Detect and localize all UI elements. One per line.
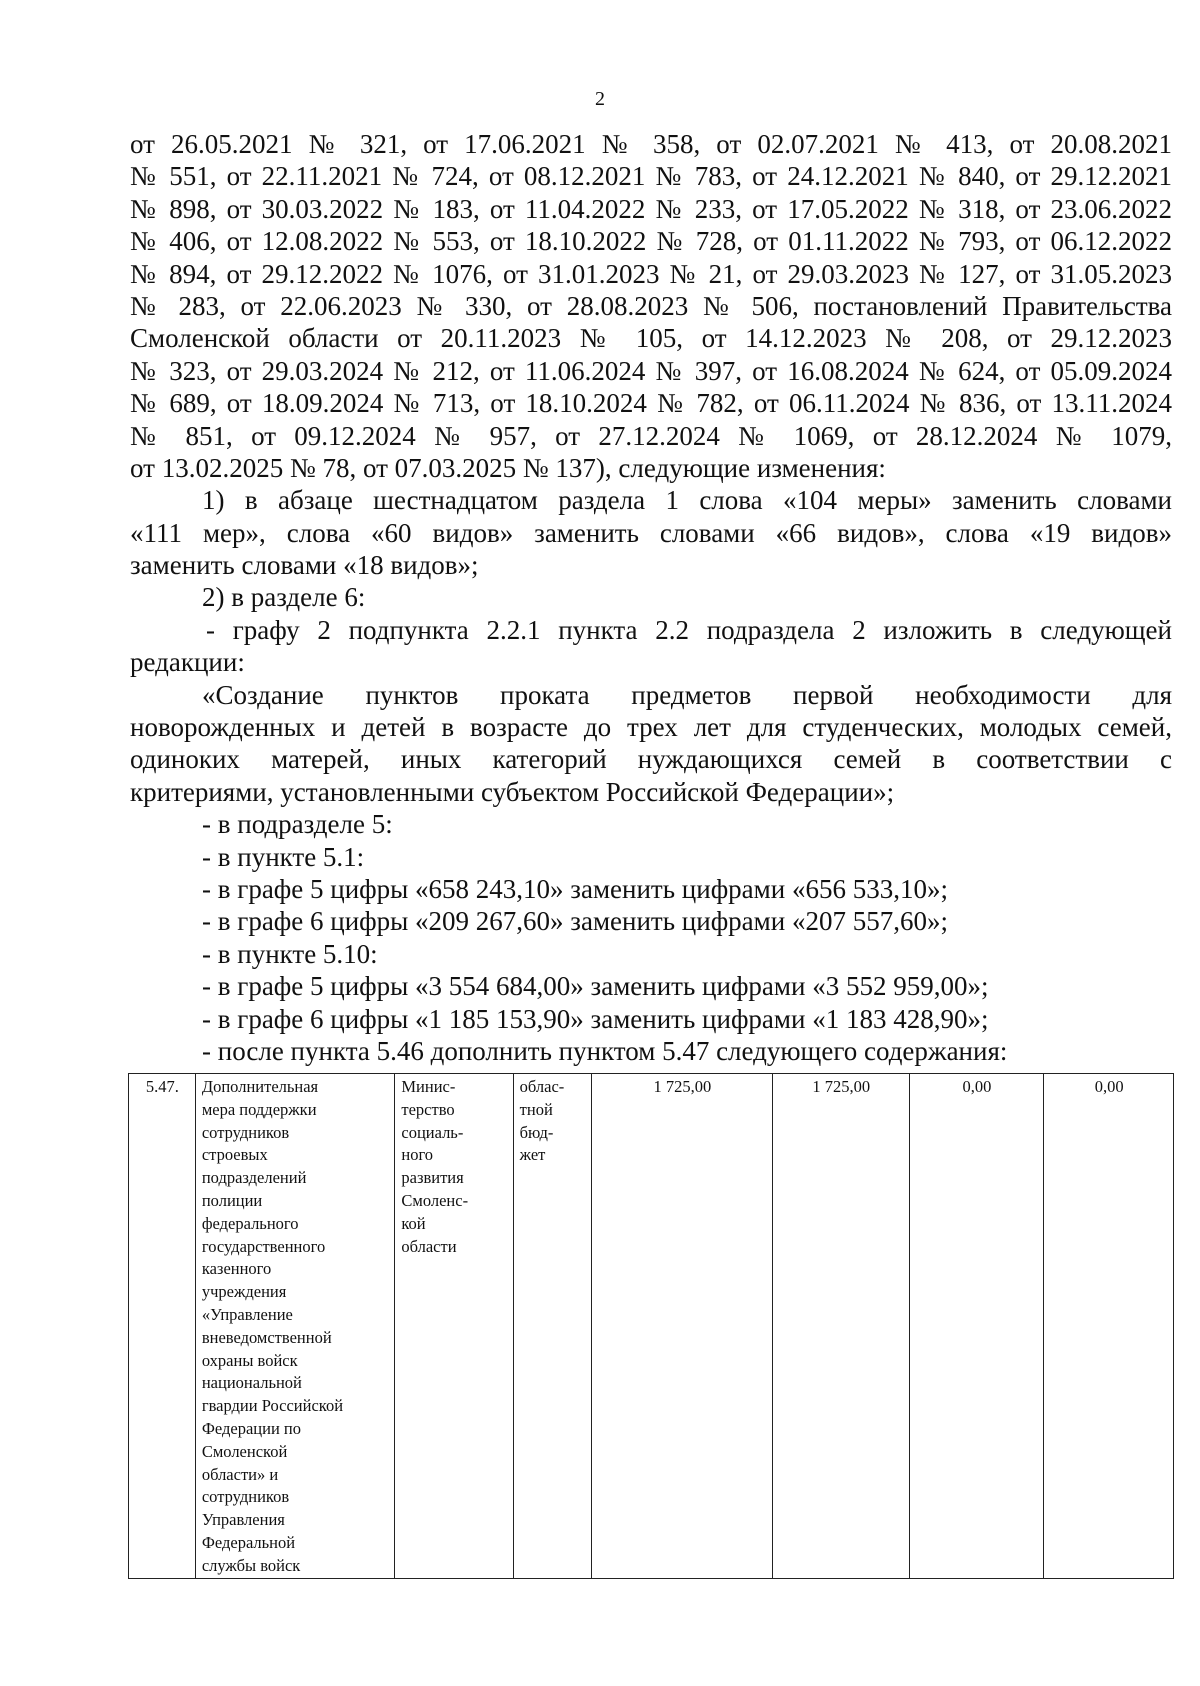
cell-item-number: 5.47. [129,1074,196,1579]
text-line: Смоленской области от 20.11.2023 № 105, от 14.12.2023 № 208, от 29.12.2023 [130,323,1172,354]
amendment-table [128,1073,1174,1579]
text-line: - в подразделе 5: [202,809,393,840]
cell-text-line: ного [401,1145,434,1165]
cell-text-line: кой [401,1213,426,1233]
text-line: - в графе 5 цифры «658 243,10» заменить цифрами «656 533,10»; [202,873,948,904]
text-line: № 551, от 22.11.2021 № 724, от 08.12.2021 № 783, от 24.12.2021 № 840, от 29.12.2021 [130,161,1172,192]
cell-text-line: учреждения [201,1282,287,1302]
cell-text-line: «Управление [201,1304,293,1324]
cell-year-1: 1 725,00 [772,1074,909,1579]
table-row [129,1074,1174,1579]
text-line: 1) в абзаце шестнадцатом раздела 1 слова «104 меры» заменить словами [202,485,1172,516]
cell-text-line: полиции [201,1190,263,1210]
text-line: № 898, от 30.03.2022 № 183, от 11.04.2022 № 233, от 17.05.2022 № 318, от 23.06.2022 [130,193,1172,224]
text-line: «111 мер», слова «60 видов» заменить словами «66 видов», слова «19 видов» [130,517,1172,548]
cell-text-line: терство [401,1099,455,1119]
text-line: заменить словами «18 видов»; [130,550,479,581]
cell-text-line: охраны войск [201,1350,298,1370]
amendment-text [130,128,1172,1067]
text-line: № 406, от 12.08.2022 № 553, от 18.10.2022 № 728, от 01.11.2022 № 793, от 06.12.2022 [130,226,1172,257]
text-line: редакции: [130,647,245,678]
cell-text-line: национальной [201,1373,302,1393]
cell-text-line: подразделений [201,1168,307,1188]
cell-text-line: развития [401,1168,464,1188]
text-line: новорожденных и детей в возрасте до трех лет для студенческих, молодых семей, [130,712,1172,743]
cell-text-line: социаль- [401,1122,464,1142]
cell-text-line: вневедомственной [201,1327,332,1347]
cell-text-line: сотрудников [201,1122,290,1142]
cell-text-line: тной [519,1099,553,1119]
cell-year-2: 0,00 [909,1074,1044,1579]
text-line: - графу 2 подпункта 2.2.1 пункта 2.2 подраздела 2 изложить в следующей [206,614,1172,645]
text-line: № 283, от 22.06.2023 № 330, от 28.08.2023 № 506, постановлений Правительства [130,290,1172,321]
text-line: от 13.02.2025 № 78, от 07.03.2025 № 137), следующие изменения: [130,452,886,483]
cell-text-line: области» и [201,1464,279,1484]
cell-text-line: облас- [519,1077,565,1096]
text-line: одиноких матерей, иных категорий нуждающихся семей в соответствии с [130,744,1172,775]
cell-total: 1 725,00 [591,1074,772,1579]
text-line: - в пункте 5.10: [202,938,378,969]
text-line: критериями, установленными субъектом Российской Федерации»; [130,776,895,807]
text-line: - в графе 5 цифры «3 554 684,00» заменить цифрами «3 552 959,00»; [202,971,989,1002]
cell-text-line: Федерации по [201,1418,301,1438]
cell-text-line: области [401,1236,457,1256]
cell-text-line: Смоленской [201,1441,288,1461]
cell-text-line: Минис- [401,1077,456,1096]
cell-text-line: Управления [201,1510,285,1530]
cell-text-line: гвардии Российской [201,1396,344,1416]
cell-text-line: казенного [201,1259,272,1279]
text-line: № 894, от 29.12.2022 № 1076, от 31.01.2023 № 21, от 29.03.2023 № 127, от 31.05.2023 [130,258,1172,289]
cell-text-line: строевых [201,1145,268,1165]
cell-text-line: Смоленс- [401,1190,469,1210]
cell-text-line: службы войск [201,1555,301,1575]
cell-text-line: государственного [201,1236,326,1256]
text-line: 2) в разделе 6: [202,582,366,613]
page-number: 2 [595,88,605,110]
cell-text-line: мера поддержки [201,1099,317,1119]
text-line: - в графе 6 цифры «1 185 153,90» заменить цифрами «1 183 428,90»; [202,1003,989,1034]
text-line: - в пункте 5.1: [202,841,365,872]
cell-year-3: 0,00 [1044,1074,1174,1579]
text-line: № 323, от 29.03.2024 № 212, от 11.06.2024 № 397, от 16.08.2024 № 624, от 05.09.2024 [130,355,1172,386]
cell-text-line: Федеральной [201,1532,296,1552]
cell-text-line: сотрудников [201,1487,290,1507]
cell-text-line: жет [519,1145,546,1165]
text-line: № 851, от 09.12.2024 № 957, от 27.12.2024 № 1069, от 28.12.2024 № 1079, [130,420,1172,451]
cell-funding-source [513,1074,591,1579]
cell-executor [395,1074,513,1579]
cell-measure [195,1074,395,1579]
cell-text-line: федерального [201,1213,299,1233]
cell-text-line: Дополнительная [201,1077,319,1096]
text-line: «Создание пунктов проката предметов первой необходимости для [202,679,1172,710]
text-line: - после пункта 5.46 дополнить пунктом 5.47 следующего содержания: [202,1035,1008,1066]
text-line: - в графе 6 цифры «209 267,60» заменить цифрами «207 557,60»; [202,906,948,937]
text-line: № 689, от 18.09.2024 № 713, от 18.10.2024 № 782, от 06.11.2024 № 836, от 13.11.2024 [130,388,1172,419]
text-line: от 26.05.2021 № 321, от 17.06.2021 № 358, от 02.07.2021 № 413, от 20.08.2021 [130,129,1172,159]
cell-text-line: бюд- [519,1122,554,1142]
